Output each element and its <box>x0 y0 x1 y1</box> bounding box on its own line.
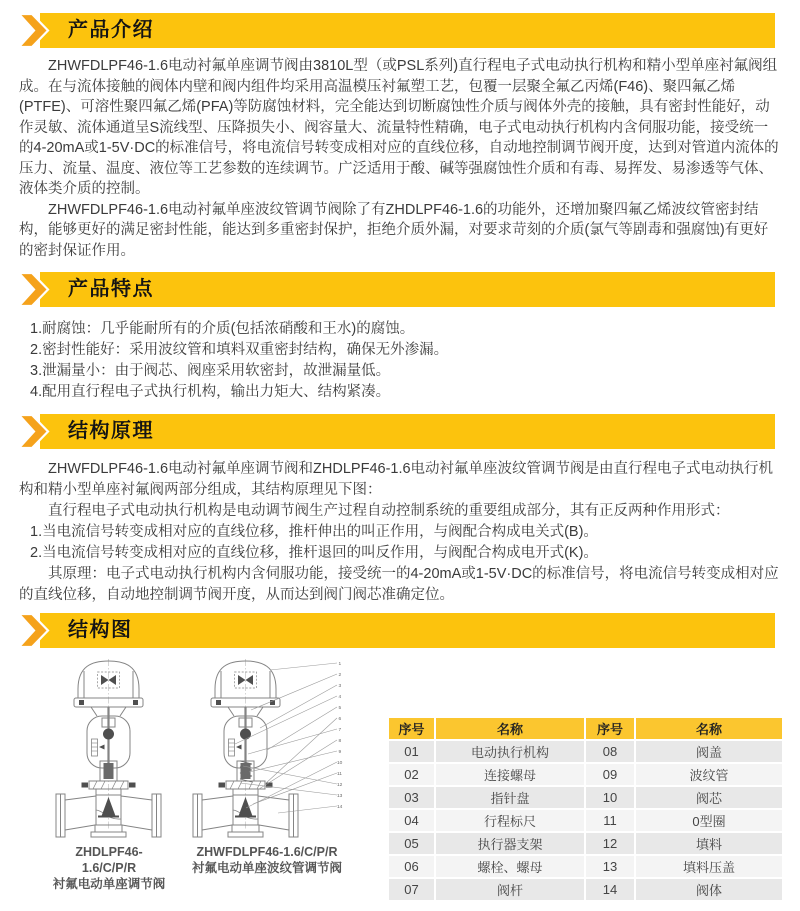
part-no: 06 <box>389 856 434 877</box>
feature-item: 2.密封性能好：采用波纹管和填料双重密封结构，确保无外渗漏。 <box>30 342 449 358</box>
principle-paragraph: ZHWFDLPF46-1.6电动衬氟单座调节阀和ZHDLPF46-1.6电动衬氟单座波纹管调节阀是由直行程电子式电动执行机构和精小型单座衬氟阀两部分组成，其结构原理见下图： <box>19 461 774 498</box>
table-row <box>389 879 782 900</box>
part-no: 02 <box>389 764 434 785</box>
part-no: 13 <box>586 856 634 877</box>
section-title-structure: 结构图 <box>68 619 133 641</box>
leader-number: 5 <box>338 706 342 711</box>
part-name: 波纹管 <box>636 764 782 785</box>
section-arrow-icon <box>17 272 51 307</box>
leader-labels <box>337 661 343 810</box>
table-row <box>389 741 782 762</box>
part-no: 11 <box>586 810 634 831</box>
part-name: 指针盘 <box>436 787 584 808</box>
part-name: 阀芯 <box>636 787 782 808</box>
principle-paragraph: 直行程电子式电动执行机构是电动调节阀生产过程自动控制系统的重要组成部分，其有正反两种作用形式： <box>48 503 730 519</box>
feature-item: 4.配用直行程电子式执行机构，输出力矩大、结构紧凑。 <box>30 384 391 400</box>
intro-paragraph: ZHWFDLPF46-1.6电动衬氟单座波纹管调节阀除了有ZHDLPF46-1.6的功能外，还增加聚四氟乙烯波纹管密封结构，能够更好的满足密封性能，能达到多重密封保护，拒绝介质外漏，对要求苛刻的介质(氯气等剧毒和强腐蚀)有更好的密封保证作用。 <box>19 201 769 259</box>
part-no: 05 <box>389 833 434 854</box>
column-header-no: 序号 <box>389 718 434 739</box>
leader-lines <box>235 663 337 813</box>
part-no: 01 <box>389 741 434 762</box>
part-no: 03 <box>389 787 434 808</box>
section-arrow-icon <box>17 13 51 48</box>
section-arrow-icon <box>17 414 51 449</box>
section-header-features <box>40 272 775 307</box>
parts-table <box>387 716 784 902</box>
part-no: 14 <box>586 879 634 900</box>
intro-text <box>19 56 780 261</box>
section-header-principle <box>40 414 775 449</box>
valve-diagram-plain <box>50 658 168 840</box>
part-name: 螺栓、螺母 <box>436 856 584 877</box>
leader-number: 4 <box>338 695 342 700</box>
leader-number: 2 <box>338 673 342 678</box>
leader-number: 9 <box>338 750 342 755</box>
part-no: 04 <box>389 810 434 831</box>
leader-number: 3 <box>338 684 342 689</box>
figure-name: 衬氟电动单座调节阀 <box>52 877 166 891</box>
structure-figures-area <box>0 656 800 898</box>
part-name: 连接螺母 <box>436 764 584 785</box>
part-no: 12 <box>586 833 634 854</box>
part-no: 10 <box>586 787 634 808</box>
figure-caption <box>188 844 346 876</box>
column-header-name: 名称 <box>636 718 782 739</box>
table-row <box>389 764 782 785</box>
section-title-principle: 结构原理 <box>68 420 154 442</box>
principle-item: 1.当电流信号转变成相对应的直线位移，推杆伸出的叫正作用，与阀配合构成电关式(B)。 <box>30 524 598 540</box>
valve-diagram-bellows <box>188 658 346 840</box>
section-header-structure <box>40 613 775 648</box>
part-name: 填料压盖 <box>636 856 782 877</box>
feature-item: 1.耐腐蚀：几乎能耐所有的介质(包括浓硝酸和王水)的腐蚀。 <box>30 321 415 337</box>
features-list <box>19 319 780 403</box>
figure-model: ZHDLPF46-1.6/C/P/R <box>75 845 143 875</box>
part-name: 阀盖 <box>636 741 782 762</box>
part-name: 行程标尺 <box>436 810 584 831</box>
part-name: 0型圈 <box>636 810 782 831</box>
figure-single-seat-valve <box>50 658 168 892</box>
section-header-intro <box>40 13 775 48</box>
part-no: 08 <box>586 741 634 762</box>
part-name: 电动执行机构 <box>436 741 584 762</box>
table-row <box>389 810 782 831</box>
leader-number: 10 <box>337 761 343 766</box>
principle-text <box>19 459 780 606</box>
intro-paragraph: ZHWFDLPF46-1.6电动衬氟单座调节阀由3810L型（或PSL系列)直行程电子式电动执行机构和精小型单座衬氟阀组成。在与流体接触的阀体内壁和阀内组件均采用高温模压衬氟塑工艺，包覆一层聚全氟乙丙烯(F46)、聚四氟乙烯(PTFE)、可溶性聚四氟乙烯(PFA)等防腐蚀材料，完全能达到切断腐蚀性介质与阀体外壳的接触，具有密封性能好，动作灵敏、流体通道呈S流线型、压降损失小、阀容量大、流量特性精确，电子式电动执行机构内含伺服功能，接受统一的4-20mA或1-5V·DC的标准信号，将电流信号转变成相对应的直线位移，自动地控制调节阀开度，达到对管道内流体的压力、流量、温度、液位等工艺参数的连续调节。广泛适用于酸、碱等强腐蚀性介质和有毒、易挥发、易渗透等气体、液体类介质的控制。 <box>19 58 779 197</box>
part-name: 阀体 <box>636 879 782 900</box>
parts-table-header-row <box>389 718 782 739</box>
part-name: 执行器支架 <box>436 833 584 854</box>
leader-number: 6 <box>338 717 342 722</box>
section-title-features: 产品特点 <box>68 278 154 300</box>
column-header-no: 序号 <box>586 718 634 739</box>
feature-item: 3.泄漏量小：由于阀芯、阀座采用软密封，故泄漏量低。 <box>30 363 391 379</box>
table-row <box>389 833 782 854</box>
section-title-intro: 产品介绍 <box>68 19 154 41</box>
leader-number: 7 <box>338 728 342 733</box>
leader-number: 14 <box>337 805 343 810</box>
leader-number: 11 <box>337 772 342 777</box>
figure-model: ZHWFDLPF46-1.6/C/P/R <box>196 845 338 859</box>
table-row <box>389 787 782 808</box>
section-arrow-icon <box>17 613 51 648</box>
figure-name: 衬氟电动单座波纹管调节阀 <box>191 861 342 875</box>
figure-caption <box>50 844 168 892</box>
part-name: 填料 <box>636 833 782 854</box>
table-row <box>389 856 782 877</box>
column-header-name: 名称 <box>436 718 584 739</box>
leader-number: 1 <box>338 662 342 667</box>
leader-number: 13 <box>337 794 343 799</box>
figure-bellows-valve <box>188 658 346 876</box>
leader-number: 12 <box>337 783 343 788</box>
product-detail-page <box>0 13 800 911</box>
leader-number: 8 <box>338 739 342 744</box>
part-name: 阀杆 <box>436 879 584 900</box>
part-no: 07 <box>389 879 434 900</box>
principle-closing: 其原理：电子式电动执行机构内含伺服功能，接受统一的4-20mA或1-5V·DC的标准信号，将电流信号转变成相对应的直线位移，自动地控制调节阀开度，从而达到阀门阀芯准确定位。 <box>19 566 779 603</box>
principle-item: 2.当电流信号转变成相对应的直线位移，推杆退回的叫反作用，与阀配合构成电开式(K)。 <box>30 545 598 561</box>
part-no: 09 <box>586 764 634 785</box>
